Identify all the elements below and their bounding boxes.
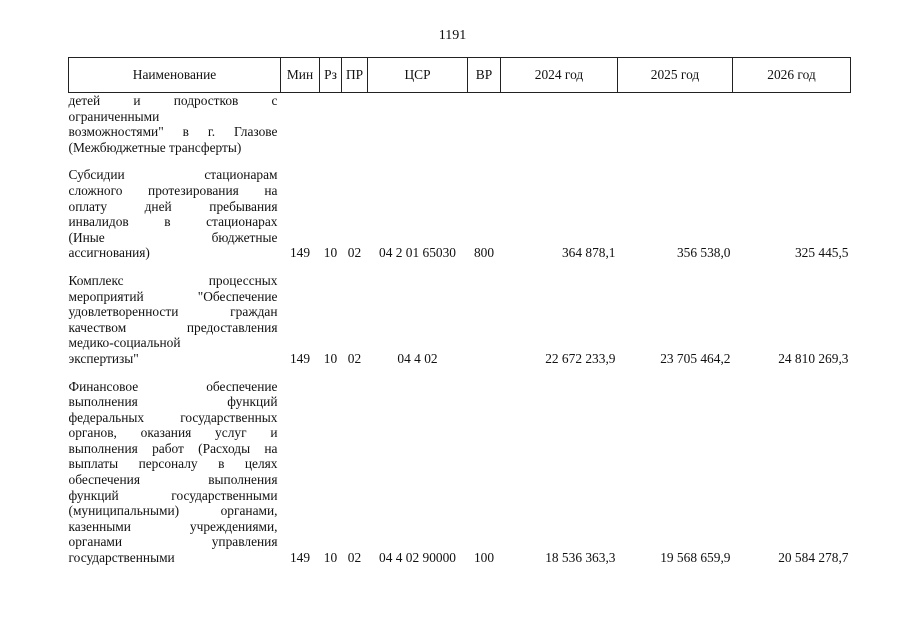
table-row	[69, 167, 851, 261]
name-line: качеством предоставления	[68, 319, 278, 335]
header-name: Наименование	[69, 58, 281, 93]
row-spacer-cell	[69, 261, 851, 273]
header-2025: 2025 год	[618, 58, 733, 93]
name-line: ассигнования)	[68, 245, 150, 261]
name-line: ограниченными	[68, 108, 160, 124]
table-header-row	[69, 58, 851, 93]
pr-cell: 02	[347, 245, 362, 261]
name-line: выплаты персоналу в целях	[68, 456, 278, 472]
name-line: (Иные бюджетные	[68, 229, 278, 245]
name-cell	[69, 273, 281, 367]
value-2025-cell: 23 705 464,2	[660, 350, 731, 366]
value-2026-cell: 325 445,5	[794, 245, 849, 261]
name-line: выполнения работ (Расходы на	[68, 440, 278, 456]
value-2024-cell: 18 536 363,3	[545, 550, 616, 566]
table-row	[69, 93, 851, 156]
vr-cell	[468, 273, 501, 367]
vr-cell: 100	[473, 550, 495, 566]
name-line: сложного протезирования на	[68, 182, 278, 198]
row-spacer	[69, 367, 851, 379]
name-line: Комплекс процессных	[68, 272, 278, 288]
value-2026-cell: 20 584 278,7	[778, 550, 849, 566]
min-cell	[281, 93, 320, 156]
header-min: Мин	[281, 58, 320, 93]
rz-cell: 10	[323, 245, 338, 261]
header-vr: ВР	[468, 58, 501, 93]
csr-cell: 04 4 02 90000	[379, 550, 456, 566]
name-line: экспертизы"	[68, 350, 139, 366]
name-line: Финансовое обеспечение	[68, 378, 278, 394]
name-line: федеральных государственных	[68, 409, 278, 425]
value-2025-cell	[618, 93, 733, 156]
row-spacer-cell	[69, 155, 851, 167]
page-number: 1191	[438, 28, 467, 43]
value-2024-cell: 22 672 233,9	[545, 350, 616, 366]
name-line: инвалидов в стационарах	[68, 214, 278, 230]
header-2024: 2024 год	[501, 58, 618, 93]
table-row	[69, 379, 851, 566]
name-line: выполнения функций	[68, 394, 278, 410]
name-line: оплату дней пребывания	[68, 198, 278, 214]
table-body	[69, 93, 851, 566]
table-row	[69, 273, 851, 367]
row-spacer-cell	[69, 367, 851, 379]
name-line: казенными учреждениями,	[68, 518, 278, 534]
pr-cell: 02	[347, 550, 362, 566]
name-line: удовлетворенности граждан	[68, 304, 278, 320]
value-2025-cell: 19 568 659,9	[660, 550, 731, 566]
name-line: (муниципальными) органами,	[68, 503, 278, 519]
csr-cell: 04 4 02	[397, 350, 438, 366]
min-cell: 149	[289, 350, 311, 366]
rz-cell: 10	[323, 550, 338, 566]
value-2024-cell: 364 878,1	[561, 245, 616, 261]
value-2026-cell	[733, 93, 851, 156]
rz-cell: 10	[323, 350, 338, 366]
pr-cell	[342, 93, 368, 156]
header-2026: 2026 год	[733, 58, 851, 93]
name-line: возможностями" в г. Глазове	[68, 124, 278, 140]
header-csr: ЦСР	[368, 58, 468, 93]
csr-cell	[368, 93, 468, 156]
name-line: мероприятий "Обеспечение	[68, 288, 278, 304]
budget-table	[68, 57, 851, 566]
value-2025-cell: 356 538,0	[676, 245, 731, 261]
name-line: функций государственными	[68, 487, 278, 503]
name-cell	[69, 93, 281, 156]
value-2024-cell	[501, 93, 618, 156]
name-cell	[69, 167, 281, 261]
vr-cell	[468, 93, 501, 156]
csr-cell: 04 2 01 65030	[379, 245, 456, 261]
min-cell: 149	[289, 245, 311, 261]
header-pr: ПР	[342, 58, 368, 93]
header-rz: Рз	[320, 58, 342, 93]
name-line: обеспечения выполнения	[68, 472, 278, 488]
name-line: детей и подростков с	[68, 93, 278, 108]
value-2026-cell: 24 810 269,3	[778, 350, 849, 366]
pr-cell: 02	[347, 350, 362, 366]
name-line: Субсидии стационарам	[68, 167, 278, 183]
name-line: медико-социальной	[68, 335, 181, 351]
row-spacer	[69, 261, 851, 273]
min-cell: 149	[289, 550, 311, 566]
name-cell	[69, 379, 281, 566]
name-line: (Межбюджетные трансферты)	[68, 139, 242, 155]
vr-cell: 800	[473, 245, 495, 261]
name-line: органами управления	[68, 534, 278, 550]
name-line: государственными	[68, 550, 175, 566]
name-line: органов, оказания услуг и	[68, 425, 278, 441]
row-spacer	[69, 155, 851, 167]
rz-cell	[320, 93, 342, 156]
